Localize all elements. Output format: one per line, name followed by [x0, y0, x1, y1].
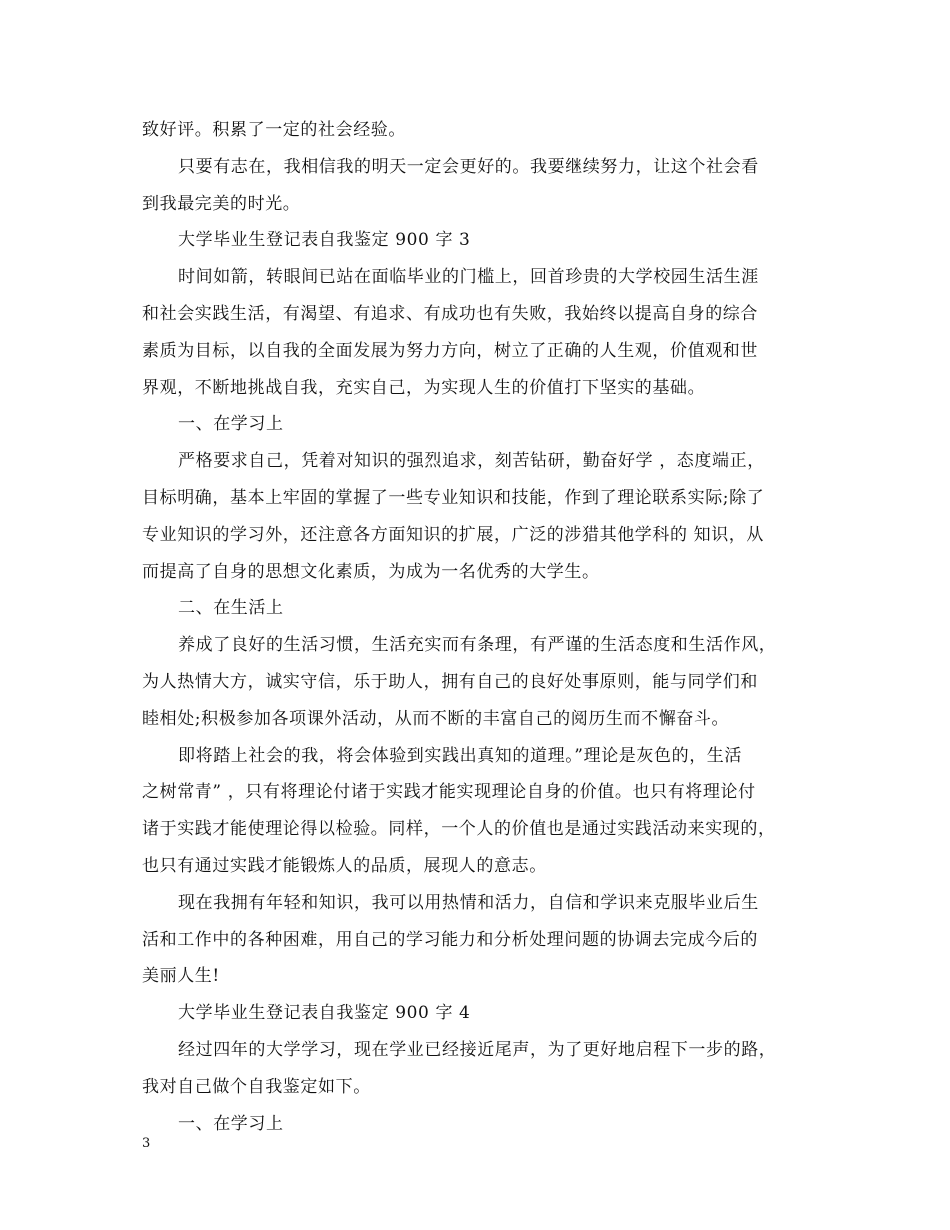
- text-line: 诸于实践才能使理论得以检验。同样，一个人的价值也是通过实践活动来实现的，: [142, 819, 776, 840]
- text-line: 也只有通过实践才能锻炼人的品质，展现人的意志。: [142, 855, 547, 876]
- text-line: 目标明确，基本上牢固的掌握了一些专业知识和技能，作到了理论联系实际;除了: [142, 487, 765, 508]
- document-body: [142, 112, 808, 1142]
- text-line: 美丽人生!: [142, 966, 220, 987]
- text-line: 为人热情大方，诚实守信，乐于助人，拥有自己的良好处事原则，能与同学们和: [142, 671, 758, 692]
- text-line: 严格要求自己，凭着对知识的强烈追求，刻苦钻研，勤奋好学 ，态度端正，: [178, 451, 765, 472]
- text-line: 时间如箭，转眼间已站在面临毕业的门槛上，回首珍贵的大学校园生活生涯: [178, 267, 759, 288]
- text-line: 素质为目标，以自我的全面发展为努力方向，树立了正确的人生观，价值观和世: [142, 340, 758, 361]
- page-number: 3: [142, 1136, 151, 1151]
- text-line: 大学毕业生登记表自我鉴定 900 字 3: [178, 230, 471, 251]
- text-line: 之树常青” ，只有将理论付诸于实践才能实现理论自身的价值。也只有将理论付: [142, 782, 756, 803]
- text-line: 一、在学习上: [178, 414, 284, 435]
- text-line: 睦相处;积极参加各项课外活动，从而不断的丰富自己的阅历生而不懈奋斗。: [142, 708, 730, 729]
- text-line: 到我最完美的时光。: [142, 193, 301, 214]
- text-line: 我对自己做个自我鉴定如下。: [142, 1076, 371, 1097]
- text-line: 活和工作中的各种困难，用自己的学习能力和分析处理问题的协调去完成今后的: [142, 929, 758, 950]
- text-line: 和社会实践生活，有渴望、有追求、有成功也有失败，我始终以提高自身的综合: [142, 303, 758, 324]
- text-line: 致好评。积累了一定的社会经验。: [142, 120, 406, 140]
- text-line: 一、在学习上: [178, 1113, 284, 1134]
- text-line: 而提高了自身的思想文化素质，为成为一名优秀的大学生。: [142, 561, 600, 582]
- text-line: 只要有志在，我相信我的明天一定会更好的。我要继续努力，让这个社会看: [178, 156, 759, 177]
- text-line: 大学毕业生登记表自我鉴定 900 字 4: [178, 1003, 471, 1024]
- text-line: 现在我拥有年轻和知识，我可以用热情和活力，自信和学识来克服毕业后生: [178, 892, 759, 913]
- text-line: 养成了良好的生活习惯，生活充实而有条理，有严谨的生活态度和生活作风，: [178, 635, 777, 656]
- text-line: 专业知识的学习外，还注意各方面知识的扩展，广泛的涉猎其他学科的 知识，从: [142, 524, 765, 545]
- text-line: 界观，不断地挑战自我，充实自己，为实现人生的价值打下坚实的基础。: [142, 377, 706, 398]
- text-line: 二、在生活上: [178, 598, 284, 619]
- text-line: 即将踏上社会的我，将会体验到实践出真知的道理。”理论是灰色的，生活: [178, 745, 742, 766]
- text-line: 经过四年的大学学习，现在学业已经接近尾声，为了更好地启程下一步的路，: [178, 1039, 777, 1060]
